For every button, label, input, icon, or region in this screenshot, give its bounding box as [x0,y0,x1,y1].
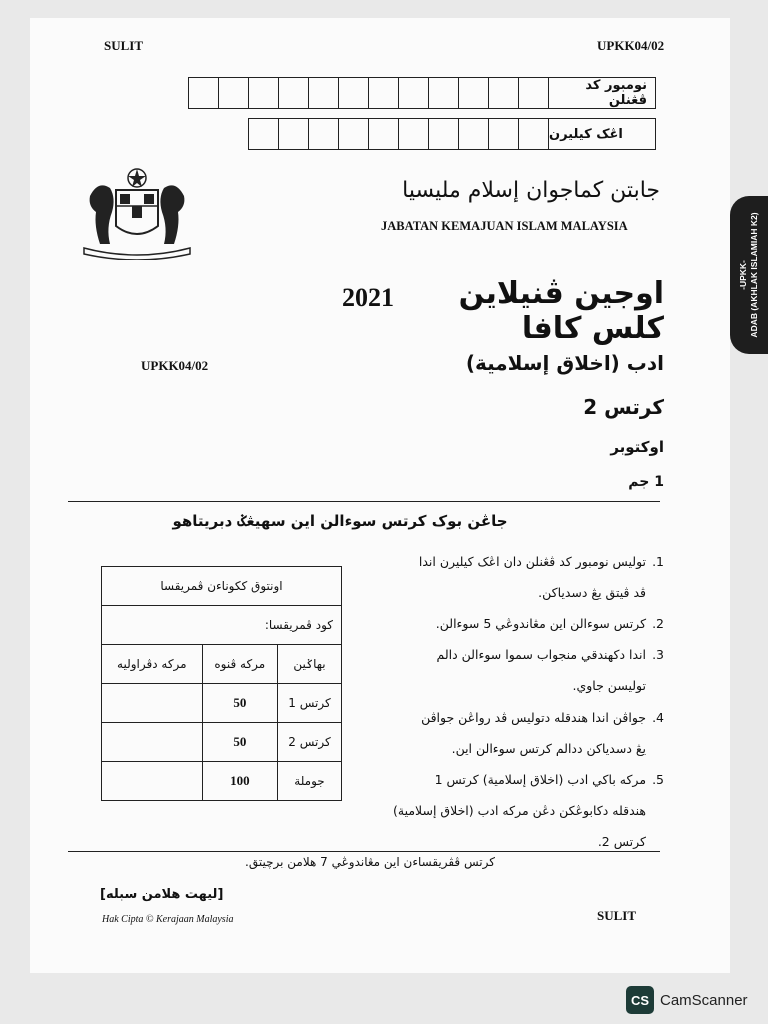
box-cell[interactable] [249,119,279,149]
exam-year: 2021 [342,283,394,312]
page-count-note: كرتس ڤڤريقساءن اين مڠاندوڠي 7 هلامن برچيتق. [245,855,495,869]
divider [68,501,660,502]
instruction-number: 1. [652,554,664,569]
obtained-marks-cell[interactable] [102,684,203,723]
header-marks-obtained: مركه دڤراوليه [102,645,203,684]
instruction-number: 2. [652,616,664,631]
instruction-text: كرتس سوءالن اين مڠاندوڠي 5 سوءالن. [435,616,647,631]
institution-name-jawi: جابتن كماجوان إسلام مليسيا [402,178,660,203]
paper-code-top: UPKK04/02 [597,38,665,53]
examiner-score-table [101,566,342,801]
obtained-marks-cell[interactable] [102,723,203,762]
exam-number-label: نومبور كد ڤڠنلن [585,78,647,108]
table-row [102,723,342,762]
box-cell[interactable] [519,78,549,108]
box-cell[interactable] [519,119,549,149]
instruction-number: 4. [652,710,664,725]
exam-title: اوجين ڤنيلاين كلس كافا [458,276,664,346]
instruction-4 [342,702,664,764]
side-tab-line1: -UPKK- [738,260,748,290]
camscanner-logo-icon: CS [626,986,654,1014]
instruction-number: 5. [652,772,664,787]
box-cell[interactable] [429,78,459,108]
subject-title: ادب (اخلاق إسلامية) [465,351,664,375]
exam-number-boxes [188,77,656,109]
full-marks-cell: 50 [202,684,277,723]
copyright-notice: Hak Cipta © Kerajaan Malaysia [102,914,234,925]
box-cell[interactable] [189,78,219,108]
box-cell[interactable] [339,119,369,149]
part-cell: كرتس 1 [278,684,342,723]
box-cell[interactable] [399,119,429,149]
score-table-title: اونتوق ككوناءن ڤمريقسا [102,567,342,606]
malaysia-coat-of-arms-icon [76,166,198,260]
box-cell[interactable] [249,78,279,108]
see-next-page: [ليهت هلامن سبله] [100,887,224,902]
sulit-label-bottom: SULIT [597,908,637,923]
header-full-marks: مركه ڤنوه [202,645,277,684]
box-cell[interactable] [429,119,459,149]
id-number-label: اڠک کيليرن [549,126,623,142]
instruction-text: كرتس 2. [597,834,646,849]
box-cell[interactable] [339,78,369,108]
camscanner-watermark [626,986,748,1014]
header-part: بهاݢين [278,645,342,684]
instruction-text: هندقله دكابوڠكن دڠن مركه ادب (اخلاق إسلامية) [393,803,646,818]
instruction-text: اندا دكهندقي منجواب سموا سوءالن دالم [436,647,647,662]
box-cell[interactable] [369,78,399,108]
instruction-text: يڠ دسدياكن ددالم كرتس سوءالن اين. [451,741,646,756]
box-cell[interactable] [489,119,519,149]
instruction-2 [342,608,664,639]
part-cell: جوملة [278,762,342,801]
instruction-1 [342,546,664,608]
sulit-label-top: SULIT [104,38,144,53]
box-cell[interactable] [309,119,339,149]
do-not-open-notice: جاڠن بوک کرتس سوءالن اين سهيڠݢ دبريتاهو [172,512,508,530]
full-marks-cell: 50 [202,723,277,762]
institution-name-rumi: JABATAN KEMAJUAN ISLAM MALAYSIA [381,219,628,233]
box-cell[interactable] [219,78,249,108]
camscanner-name: CamScanner [660,991,748,1009]
id-number-boxes [248,118,656,150]
exam-month: اوكتوبر [610,438,664,456]
box-cell[interactable] [459,78,489,108]
box-cell[interactable] [309,78,339,108]
side-tab-line2: ADAB (AKHLAK ISLAMIAH K2) [749,212,759,338]
exam-duration: 1 جم [628,474,664,490]
table-row [102,762,342,801]
box-cell[interactable] [279,119,309,149]
instruction-text: توليسن جاوي. [572,678,646,693]
instruction-3 [342,639,664,701]
box-cell[interactable] [459,119,489,149]
part-cell: كرتس 2 [278,723,342,762]
instruction-text: ڤد ڤيتق يڠ دسدياكن. [538,585,646,600]
box-cell[interactable] [399,78,429,108]
paper-code: UPKK04/02 [141,358,209,373]
box-cell[interactable] [279,78,309,108]
paper-number: كرتس 2 [583,395,664,419]
instruction-5 [342,764,664,857]
divider [68,851,660,852]
obtained-marks-cell[interactable] [102,762,203,801]
instruction-text: توليس نومبور كد ڤڠنلن دان اڠک کيليرن اندا [418,554,647,569]
box-cell[interactable] [369,119,399,149]
table-row [102,684,342,723]
examiner-code-field[interactable]: كود ڤمريقسا: [102,606,342,645]
instruction-text: مركه باكي ادب (اخلاق إسلامية) كرتس 1 [434,772,647,787]
full-marks-cell: 100 [202,762,277,801]
box-cell[interactable] [489,78,519,108]
subject-side-tab [730,196,768,354]
instruction-text: جواڤن اندا هندقله دتوليس ڤد رواڠن جواڤن [421,710,647,725]
instruction-number: 3. [652,647,664,662]
